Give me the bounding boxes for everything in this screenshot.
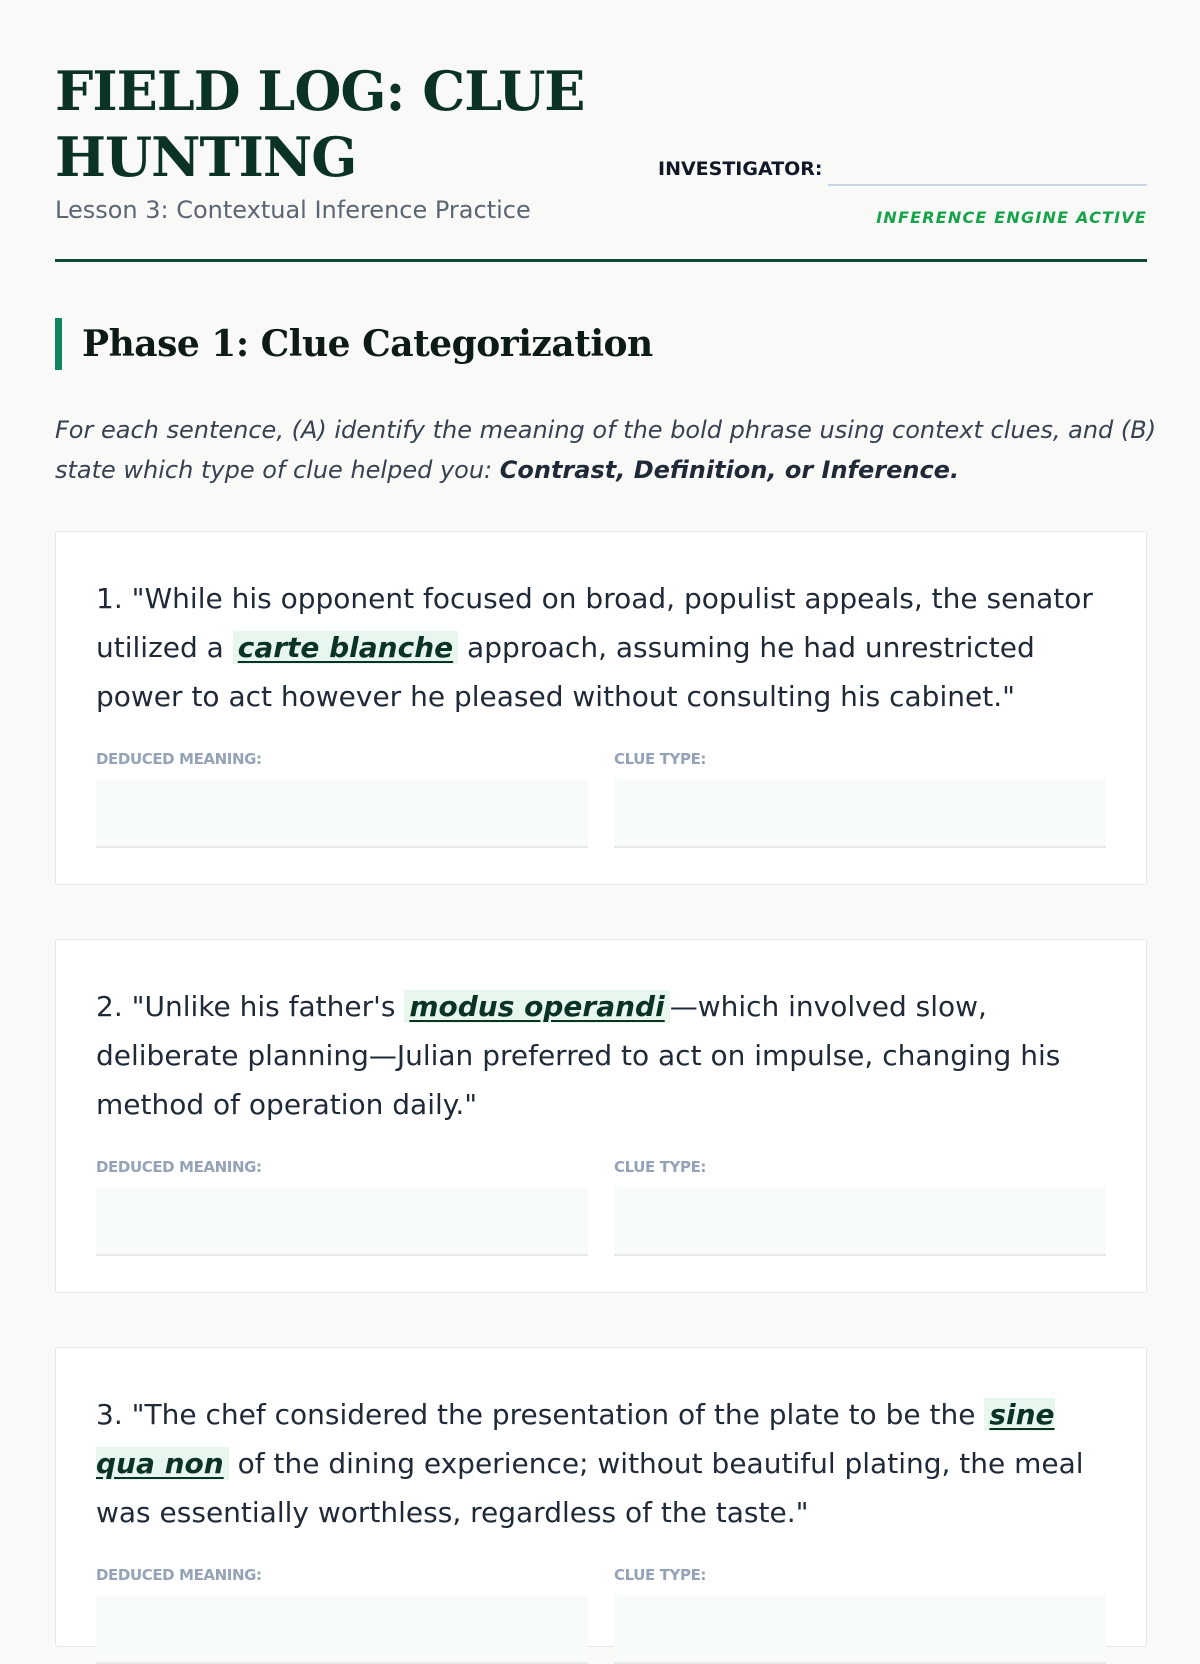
- clue-type-label: CLUE TYPE:: [614, 1566, 707, 1584]
- sentence-after: of the dining experience; without beautiful plating, the meal was essentially worthless, regardless of the taste.": [96, 1447, 1084, 1529]
- investigator-field-group: [658, 154, 1147, 186]
- sentence-before: 2. "Unlike his father's: [96, 990, 405, 1023]
- question-card-3: [55, 1347, 1147, 1647]
- question-card-2: [55, 939, 1147, 1293]
- deduced-meaning-group: [96, 750, 588, 848]
- clue-type-label: CLUE TYPE:: [614, 1158, 707, 1176]
- clue-type-field[interactable]: [614, 780, 1106, 848]
- clue-type-field[interactable]: [614, 1188, 1106, 1256]
- clue-type-field[interactable]: [614, 1596, 1106, 1664]
- clue-type-group: [614, 750, 1106, 848]
- sentence-after: approach, assuming he had unrestricted power to act however he pleased without consulting his cabinet.": [96, 631, 1035, 713]
- clue-type-group: [614, 1566, 1106, 1664]
- question-sentence: [96, 1390, 1116, 1537]
- instructions: [55, 410, 1165, 490]
- deduced-meaning-field[interactable]: [96, 780, 588, 848]
- page-title: FIELD LOG: CLUE HUNTING: [55, 59, 585, 189]
- deduced-meaning-label: DEDUCED MEANING:: [96, 1158, 262, 1176]
- worksheet-header: [55, 58, 1147, 262]
- question-card-1: [55, 531, 1147, 885]
- deduced-meaning-label: DEDUCED MEANING:: [96, 1566, 262, 1584]
- deduced-meaning-label: DEDUCED MEANING:: [96, 750, 262, 768]
- phase-heading: [55, 318, 653, 370]
- clue-type-group: [614, 1158, 1106, 1256]
- engine-status-badge: INFERENCE ENGINE ACTIVE: [876, 208, 1147, 227]
- answer-fields: [96, 1158, 1106, 1256]
- instructions-text: For each sentence, (A) identify the meaning of the bold phrase using context clues, and (B) state which type of clue helped you:: [55, 416, 1157, 484]
- phase-title: Phase 1: Clue Categorization: [82, 323, 653, 365]
- question-sentence: [96, 574, 1116, 721]
- deduced-meaning-group: [96, 1158, 588, 1256]
- target-phrase: modus operandi: [404, 990, 669, 1023]
- lesson-subtitle: Lesson 3: Contextual Inference Practice: [55, 196, 531, 224]
- sentence-before: 3. "The chef considered the presentation of the plate to be the: [96, 1398, 985, 1431]
- question-sentence: [96, 982, 1116, 1129]
- investigator-label: INVESTIGATOR:: [658, 158, 823, 180]
- deduced-meaning-field[interactable]: [96, 1188, 588, 1256]
- target-phrase: sine qua non: [96, 1398, 1055, 1480]
- deduced-meaning-field[interactable]: [96, 1596, 588, 1664]
- instructions-clue-types: Contrast, Definition, or Inference.: [499, 456, 960, 484]
- sentence-before: 1. "While his opponent focused on broad, populist appeals, the senator utilized a: [96, 582, 1093, 664]
- deduced-meaning-group: [96, 1566, 588, 1664]
- target-phrase: carte blanche: [233, 631, 458, 664]
- investigator-name-field[interactable]: [828, 184, 1147, 186]
- answer-fields: [96, 750, 1106, 848]
- sentence-after: —which involved slow, deliberate planning—Julian preferred to act on impulse, changing his method of operation daily.": [96, 990, 1061, 1121]
- answer-fields: [96, 1566, 1106, 1664]
- clue-type-label: CLUE TYPE:: [614, 750, 707, 768]
